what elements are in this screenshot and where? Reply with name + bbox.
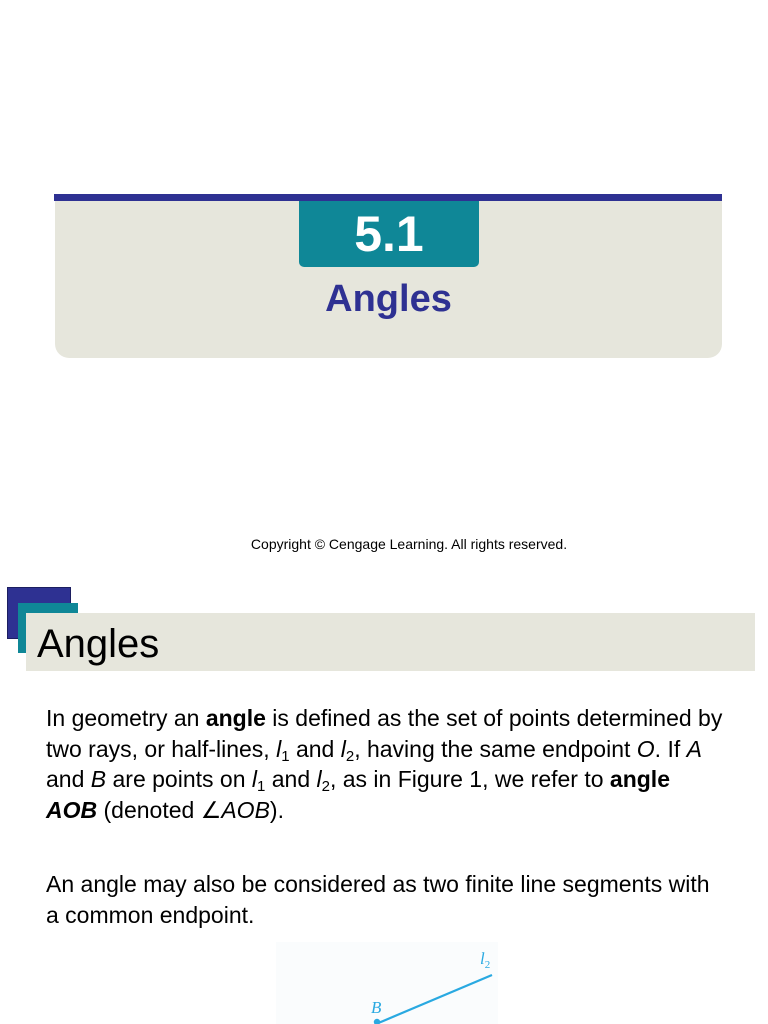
- angle-symbol: ∠: [200, 796, 222, 823]
- definition-paragraph: In geometry an angle is defined as the set of points determined by two rays, or half-lines, $l_1$ and $l_2$, having the same endpoint O. If A and B are points on $l_1$ and $l_2$, as in Figure 1, we refer to angle AOB (denoted ∠AOB).: [46, 705, 723, 823]
- section-title: Angles: [325, 278, 452, 320]
- slide-heading: Angles: [37, 622, 160, 666]
- point-b-label: B: [371, 998, 382, 1017]
- ray-l2: [376, 975, 492, 1024]
- ray-l2-label: $l_2$: [480, 949, 491, 971]
- copyright-notice: Copyright © Cengage Learning. All rights reserved.: [250, 536, 568, 552]
- point-b: [374, 1019, 380, 1024]
- alternate-definition-paragraph: An angle may also be considered as two finite line segments with a common endpoint.: [46, 871, 710, 928]
- angle-diagram-svg: [276, 942, 498, 1024]
- section-number-badge: 5.1: [299, 201, 479, 267]
- title-accent-bar: [54, 194, 722, 201]
- figure-1-angle-diagram: [276, 942, 498, 1024]
